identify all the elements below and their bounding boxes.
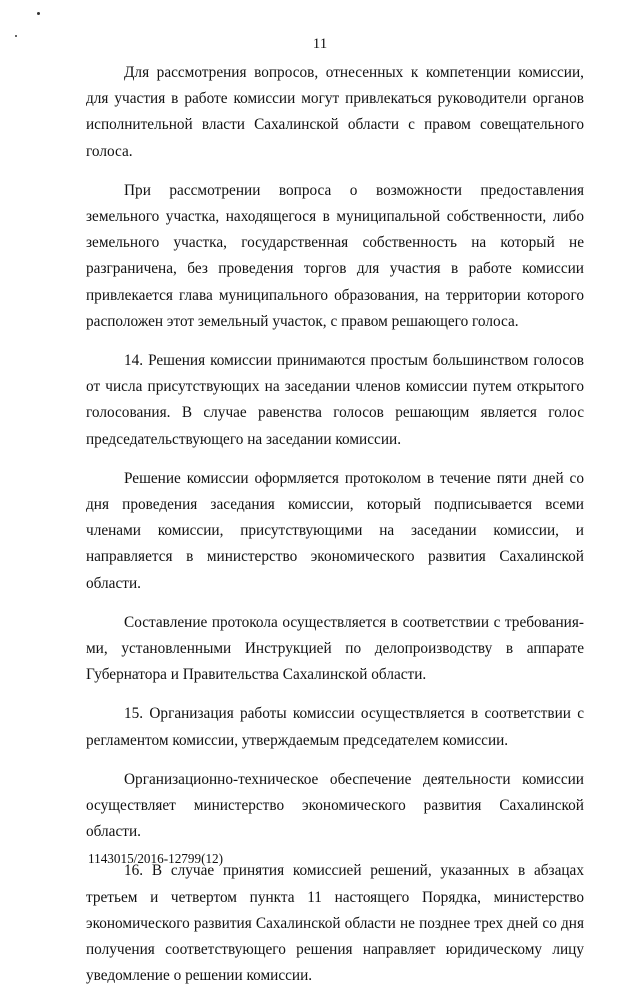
page-number: 11	[312, 36, 328, 52]
paragraph: При рассмотрении вопроса о возможности предоставления земельного участка, находящегося в муниципальной собственности, либо земельного участка, государственная собственность на который не разграничена, без проведения торгов для участия в работе комиссии привлекается глава муниципального образования, на территории которого расположен этот земельный участок, с правом решающего голоса.	[86, 181, 584, 330]
paragraph: Для рассмотрения вопросов, отнесенных к компетенции комиссии, для участия в работе комиссии могут привлекаться руководители органов исполнительной власти Сахалинской области с правом совещательного голоса.	[86, 64, 584, 160]
paragraph: 16. В случае принятия комиссией решений, указанных в абзацах третьем и четвертом пункта 11 настоящего Порядка, министерство экономического развития Сахалинской области не позднее трех дней со дня получения соответствующего решения направляет юридическому лицу уведомление о решении комиссии.	[86, 862, 584, 985]
document-code: 1143015/2016-12799(12)	[88, 851, 224, 866]
paragraph: 14. Решения комиссии принимаются простым большинством голосов от числа присутствующих на заседании членов комиссии путем открытого голосования. В случае равенства голосов решающим является голос председательствующего на заседании комиссии.	[86, 352, 584, 448]
paragraph: Решение комиссии оформляется протоколом в течение пяти дней со дня проведения заседания комиссии, который подписывается всеми членами комиссии, присутствующими на заседании комиссии, и направляется в министерство экономического развития Сахалинской области.	[86, 469, 584, 592]
scan-artifact-dot	[37, 12, 40, 15]
paragraph: Составление протокола осуществляется в соответствии с требованиями, установленными Инструкцией по делопроизводству в аппарате Губернатора и Правительства Сахалинской области.	[86, 613, 584, 684]
paragraph: Организационно-техническое обеспечение деятельности комиссии осуществляет министерство экономического развития Сахалинской области.	[86, 770, 584, 841]
paragraph: 15. Организация работы комиссии осуществляется в соответствии с регламентом комиссии, утверждаемым председателем комиссии.	[86, 705, 584, 749]
